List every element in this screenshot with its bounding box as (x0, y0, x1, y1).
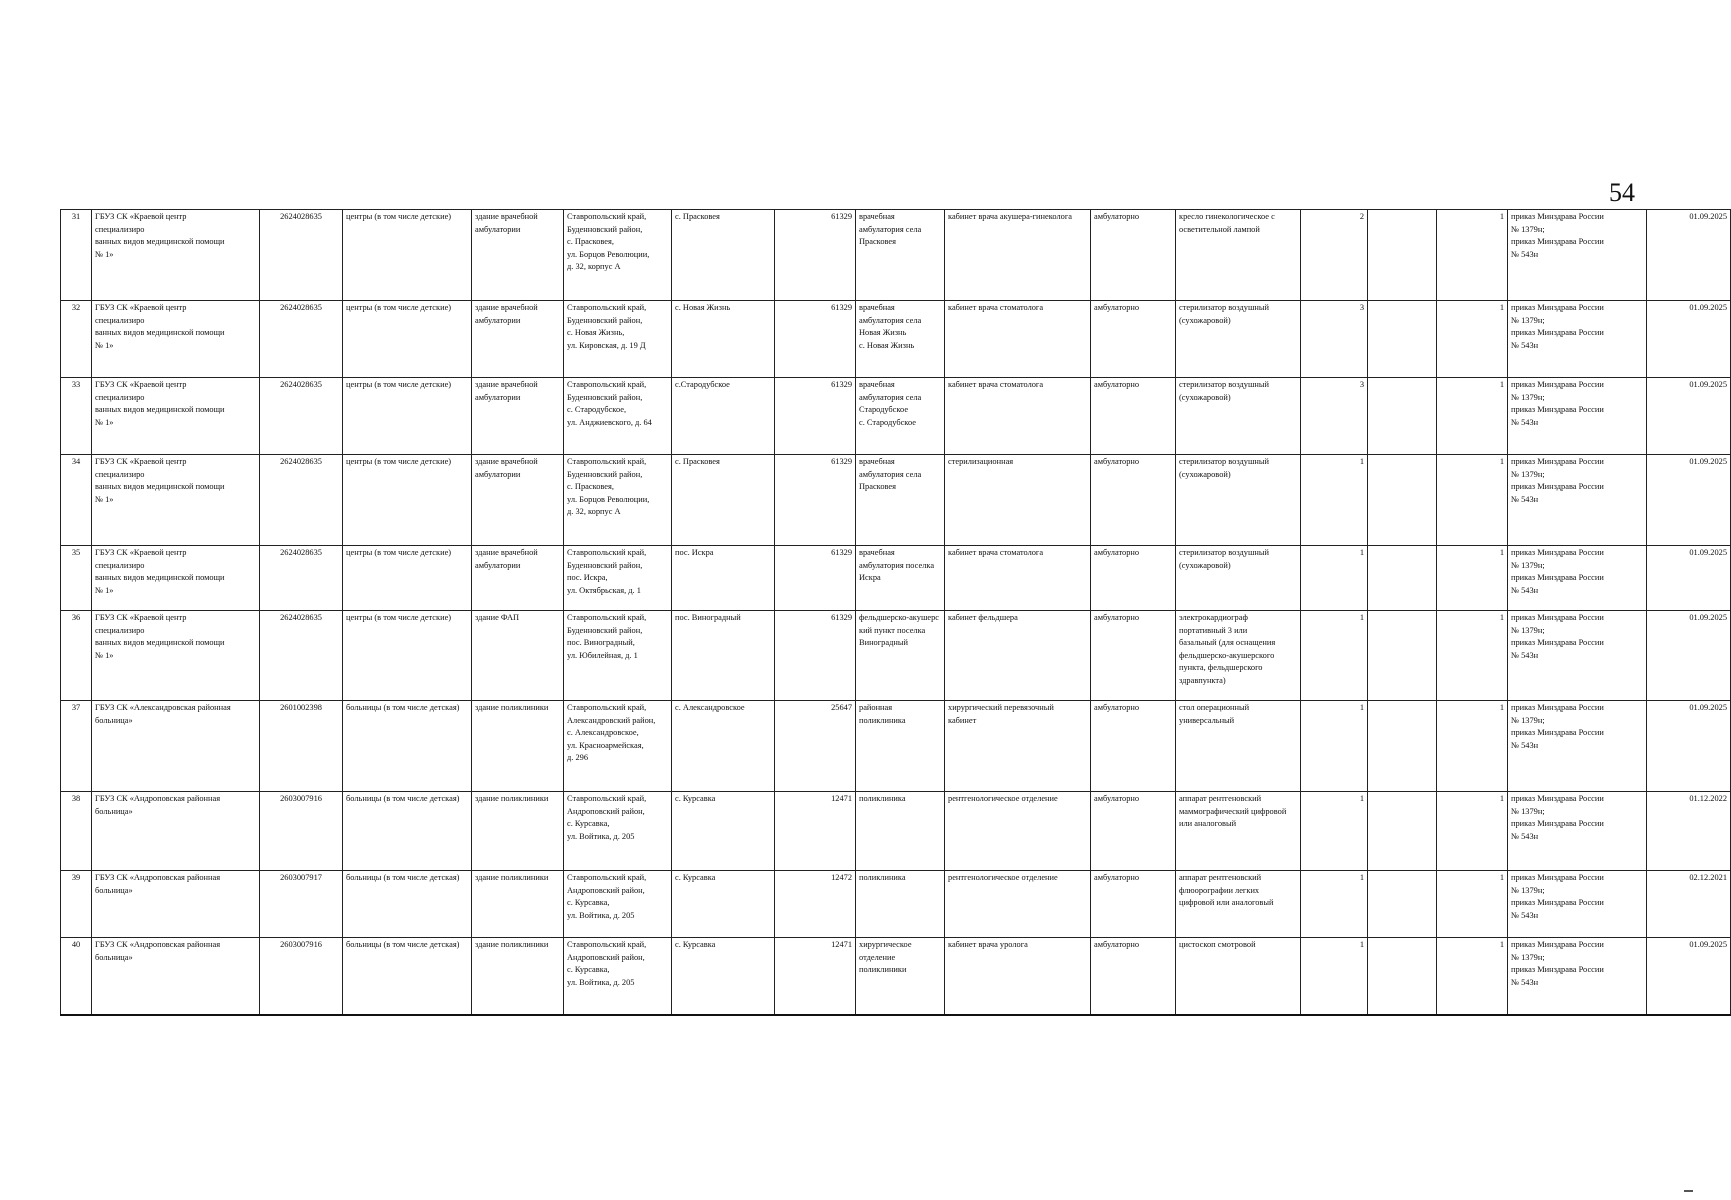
legal-basis-cell: приказ Минздрава России № 1379н; приказ Минздрава России № 543н (1508, 378, 1647, 455)
structural-unit-cell: врачебная амбулатория села Стародубское с. Стародубское (856, 378, 945, 455)
facility-type-cell: центры (в том числе детские) (343, 455, 472, 546)
date-cell: 01.09.2025 (1647, 301, 1731, 378)
settlement-cell: пос. Искра (672, 546, 775, 611)
structural-unit-cell: врачебная амбулатория села Прасковея (856, 455, 945, 546)
quantity-needed-cell: 1 (1437, 546, 1508, 611)
structural-unit-cell: врачебная амбулатория села Прасковея (856, 210, 945, 301)
building-cell: здание поликлиники (472, 938, 564, 1015)
empty-cell-cell (1368, 792, 1437, 871)
cabinet-cell: кабинет врача уролога (945, 938, 1091, 1015)
building-cell: здание врачебной амбулатории (472, 210, 564, 301)
date-cell: 01.09.2025 (1647, 546, 1731, 611)
legal-basis-cell: приказ Минздрава России № 1379н; приказ Минздрава России № 543н (1508, 792, 1647, 871)
equipment-name-cell: стерилизатор воздушный (сухожаровой) (1176, 301, 1301, 378)
row-number-cell: 37 (61, 701, 92, 792)
building-cell: здание врачебной амбулатории (472, 301, 564, 378)
equipment-name-cell: стерилизатор воздушный (сухожаровой) (1176, 378, 1301, 455)
quantity-cell: 1 (1301, 455, 1368, 546)
facility-type-cell: центры (в том числе детские) (343, 210, 472, 301)
empty-cell-cell (1368, 546, 1437, 611)
date-cell: 02.12.2021 (1647, 871, 1731, 938)
address-cell: Ставропольский край, Андроповский район, с. Курсавка, ул. Войтика, д. 205 (564, 871, 672, 938)
page-corner-mark (1684, 1190, 1693, 1192)
row-number-cell: 34 (61, 455, 92, 546)
date-cell: 01.09.2025 (1647, 378, 1731, 455)
oktmo-code-cell: 12471 (775, 792, 856, 871)
equipment-name-cell: электрокардиограф портативный 3 или базальный (для оснащения фельдшерско-акушерского пункта, фельдшерского здравпункта) (1176, 611, 1301, 701)
quantity-cell: 3 (1301, 301, 1368, 378)
facility-type-cell: центры (в том числе детские) (343, 611, 472, 701)
table-row (61, 938, 1731, 1015)
cabinet-cell: рентгенологическое отделение (945, 871, 1091, 938)
organization-name-cell: ГБУЗ СК «Краевой центр специализиро ванных видов медицинской помощи № 1» (92, 611, 260, 701)
legal-basis-cell: приказ Минздрава России № 1379н; приказ Минздрава России № 543н (1508, 455, 1647, 546)
cabinet-cell: рентгенологическое отделение (945, 792, 1091, 871)
settlement-cell: с. Курсавка (672, 938, 775, 1015)
inn-code-cell: 2603007916 (260, 938, 343, 1015)
legal-basis-cell: приказ Минздрава России № 1379н; приказ Минздрава России № 543н (1508, 701, 1647, 792)
building-cell: здание поликлиники (472, 701, 564, 792)
equipment-name-cell: стол операционный универсальный (1176, 701, 1301, 792)
care-mode-cell: амбулаторно (1091, 546, 1176, 611)
table-row (61, 701, 1731, 792)
date-cell: 01.09.2025 (1647, 210, 1731, 301)
empty-cell-cell (1368, 210, 1437, 301)
address-cell: Ставропольский край, Андроповский район, с. Курсавка, ул. Войтика, д. 205 (564, 938, 672, 1015)
organization-name-cell: ГБУЗ СК «Краевой центр специализиро ванных видов медицинской помощи № 1» (92, 455, 260, 546)
legal-basis-cell: приказ Минздрава России № 1379н; приказ Минздрава России № 543н (1508, 546, 1647, 611)
address-cell: Ставропольский край, Андроповский район, с. Курсавка, ул. Войтика, д. 205 (564, 792, 672, 871)
organization-name-cell: ГБУЗ СК «Андроповская районная больница» (92, 792, 260, 871)
building-cell: здание врачебной амбулатории (472, 546, 564, 611)
organization-name-cell: ГБУЗ СК «Александровская районная больница» (92, 701, 260, 792)
legal-basis-cell: приказ Минздрава России № 1379н; приказ Минздрава России № 543н (1508, 611, 1647, 701)
empty-cell-cell (1368, 301, 1437, 378)
empty-cell-cell (1368, 701, 1437, 792)
date-cell: 01.12.2022 (1647, 792, 1731, 871)
table-row (61, 546, 1731, 611)
settlement-cell: с. Курсавка (672, 792, 775, 871)
address-cell: Ставропольский край, Буденновский район, с. Прасковея, ул. Борцов Революции, д. 32, корпус А (564, 455, 672, 546)
cabinet-cell: хирургический перевязочный кабинет (945, 701, 1091, 792)
equipment-name-cell: аппарат рентгеновский маммографический цифровой или аналоговый (1176, 792, 1301, 871)
care-mode-cell: амбулаторно (1091, 938, 1176, 1015)
date-cell: 01.09.2025 (1647, 455, 1731, 546)
cabinet-cell: кабинет врача стоматолога (945, 546, 1091, 611)
equipment-name-cell: стерилизатор воздушный (сухожаровой) (1176, 546, 1301, 611)
quantity-cell: 1 (1301, 611, 1368, 701)
quantity-needed-cell: 1 (1437, 701, 1508, 792)
care-mode-cell: амбулаторно (1091, 701, 1176, 792)
inn-code-cell: 2624028635 (260, 210, 343, 301)
organization-name-cell: ГБУЗ СК «Андроповская районная больница» (92, 938, 260, 1015)
quantity-cell: 1 (1301, 938, 1368, 1015)
oktmo-code-cell: 61329 (775, 611, 856, 701)
table-row (61, 378, 1731, 455)
structural-unit-cell: фельдшерско-акушерс кий пункт поселка Виноградный (856, 611, 945, 701)
inn-code-cell: 2601002398 (260, 701, 343, 792)
organization-name-cell: ГБУЗ СК «Краевой центр специализиро ванных видов медицинской помощи № 1» (92, 301, 260, 378)
settlement-cell: пос. Виноградный (672, 611, 775, 701)
row-number-cell: 35 (61, 546, 92, 611)
building-cell: здание поликлиники (472, 871, 564, 938)
table-row (61, 792, 1731, 871)
table-row (61, 871, 1731, 938)
care-mode-cell: амбулаторно (1091, 455, 1176, 546)
empty-cell-cell (1368, 611, 1437, 701)
empty-cell-cell (1368, 455, 1437, 546)
oktmo-code-cell: 12471 (775, 938, 856, 1015)
inn-code-cell: 2603007917 (260, 871, 343, 938)
inn-code-cell: 2624028635 (260, 546, 343, 611)
date-cell: 01.09.2025 (1647, 701, 1731, 792)
care-mode-cell: амбулаторно (1091, 210, 1176, 301)
facility-type-cell: центры (в том числе детские) (343, 378, 472, 455)
building-cell: здание поликлиники (472, 792, 564, 871)
care-mode-cell: амбулаторно (1091, 301, 1176, 378)
cabinet-cell: кабинет врача стоматолога (945, 378, 1091, 455)
quantity-needed-cell: 1 (1437, 611, 1508, 701)
cabinet-cell: кабинет врача акушера-гинеколога (945, 210, 1091, 301)
equipment-table (60, 209, 1731, 1016)
quantity-cell: 2 (1301, 210, 1368, 301)
facility-type-cell: центры (в том числе детские) (343, 546, 472, 611)
equipment-name-cell: стерилизатор воздушный (сухожаровой) (1176, 455, 1301, 546)
inn-code-cell: 2624028635 (260, 455, 343, 546)
structural-unit-cell: районная поликлиника (856, 701, 945, 792)
quantity-needed-cell: 1 (1437, 938, 1508, 1015)
row-number-cell: 32 (61, 301, 92, 378)
cabinet-cell: стерилизационная (945, 455, 1091, 546)
empty-cell-cell (1368, 871, 1437, 938)
page-number: 54 (1609, 178, 1635, 207)
quantity-cell: 1 (1301, 792, 1368, 871)
oktmo-code-cell: 61329 (775, 210, 856, 301)
legal-basis-cell: приказ Минздрава России № 1379н; приказ Минздрава России № 543н (1508, 938, 1647, 1015)
quantity-cell: 1 (1301, 701, 1368, 792)
quantity-needed-cell: 1 (1437, 792, 1508, 871)
facility-type-cell: больницы (в том числе детская) (343, 938, 472, 1015)
oktmo-code-cell: 61329 (775, 455, 856, 546)
facility-type-cell: больницы (в том числе детская) (343, 792, 472, 871)
oktmo-code-cell: 61329 (775, 546, 856, 611)
organization-name-cell: ГБУЗ СК «Андроповская районная больница» (92, 871, 260, 938)
row-number-cell: 40 (61, 938, 92, 1015)
table-row (61, 455, 1731, 546)
address-cell: Ставропольский край, Буденновский район, с. Стародубское, ул. Анджиевского, д. 64 (564, 378, 672, 455)
care-mode-cell: амбулаторно (1091, 611, 1176, 701)
care-mode-cell: амбулаторно (1091, 378, 1176, 455)
facility-type-cell: больницы (в том числе детская) (343, 871, 472, 938)
oktmo-code-cell: 12472 (775, 871, 856, 938)
row-number-cell: 36 (61, 611, 92, 701)
settlement-cell: с. Курсавка (672, 871, 775, 938)
organization-name-cell: ГБУЗ СК «Краевой центр специализиро ванных видов медицинской помощи № 1» (92, 546, 260, 611)
structural-unit-cell: поликлиника (856, 871, 945, 938)
address-cell: Ставропольский край, Буденновский район, пос. Искра, ул. Октябрьская, д. 1 (564, 546, 672, 611)
quantity-cell: 1 (1301, 546, 1368, 611)
quantity-needed-cell: 1 (1437, 301, 1508, 378)
legal-basis-cell: приказ Минздрава России № 1379н; приказ Минздрава России № 543н (1508, 210, 1647, 301)
address-cell: Ставропольский край, Буденновский район, с. Прасковея, ул. Борцов Революции, д. 32, корпус А (564, 210, 672, 301)
inn-code-cell: 2603007916 (260, 792, 343, 871)
inn-code-cell: 2624028635 (260, 378, 343, 455)
settlement-cell: с.Стародубское (672, 378, 775, 455)
building-cell: здание ФАП (472, 611, 564, 701)
date-cell: 01.09.2025 (1647, 938, 1731, 1015)
settlement-cell: с. Новая Жизнь (672, 301, 775, 378)
structural-unit-cell: врачебная амбулатория поселка Искра (856, 546, 945, 611)
quantity-cell: 1 (1301, 871, 1368, 938)
date-cell: 01.09.2025 (1647, 611, 1731, 701)
table-row (61, 210, 1731, 301)
address-cell: Ставропольский край, Буденновский район, с. Новая Жизнь, ул. Кировская, д. 19 Д (564, 301, 672, 378)
quantity-needed-cell: 1 (1437, 210, 1508, 301)
empty-cell-cell (1368, 378, 1437, 455)
row-number-cell: 31 (61, 210, 92, 301)
table-row (61, 611, 1731, 701)
quantity-needed-cell: 1 (1437, 871, 1508, 938)
care-mode-cell: амбулаторно (1091, 871, 1176, 938)
legal-basis-cell: приказ Минздрава России № 1379н; приказ Минздрава России № 543н (1508, 871, 1647, 938)
empty-cell-cell (1368, 938, 1437, 1015)
inn-code-cell: 2624028635 (260, 611, 343, 701)
building-cell: здание врачебной амбулатории (472, 455, 564, 546)
settlement-cell: с. Прасковея (672, 455, 775, 546)
settlement-cell: с. Прасковея (672, 210, 775, 301)
oktmo-code-cell: 25647 (775, 701, 856, 792)
facility-type-cell: больницы (в том числе детская) (343, 701, 472, 792)
organization-name-cell: ГБУЗ СК «Краевой центр специализиро ванных видов медицинской помощи № 1» (92, 210, 260, 301)
cabinet-cell: кабинет фельдшера (945, 611, 1091, 701)
equipment-name-cell: кресло гинекологическое с осветительной лампой (1176, 210, 1301, 301)
oktmo-code-cell: 61329 (775, 301, 856, 378)
legal-basis-cell: приказ Минздрава России № 1379н; приказ Минздрава России № 543н (1508, 301, 1647, 378)
building-cell: здание врачебной амбулатории (472, 378, 564, 455)
equipment-name-cell: цистоскоп смотровой (1176, 938, 1301, 1015)
quantity-needed-cell: 1 (1437, 378, 1508, 455)
organization-name-cell: ГБУЗ СК «Краевой центр специализиро ванных видов медицинской помощи № 1» (92, 378, 260, 455)
row-number-cell: 38 (61, 792, 92, 871)
structural-unit-cell: хирургическое отделение поликлиники (856, 938, 945, 1015)
settlement-cell: с. Александровское (672, 701, 775, 792)
quantity-needed-cell: 1 (1437, 455, 1508, 546)
care-mode-cell: амбулаторно (1091, 792, 1176, 871)
equipment-name-cell: аппарат рентгеновский флюорографии легких цифровой или аналоговый (1176, 871, 1301, 938)
address-cell: Ставропольский край, Александровский район, с. Александровское, ул. Красноармейская, д. 296 (564, 701, 672, 792)
cabinet-cell: кабинет врача стоматолога (945, 301, 1091, 378)
facility-type-cell: центры (в том числе детские) (343, 301, 472, 378)
inn-code-cell: 2624028635 (260, 301, 343, 378)
structural-unit-cell: врачебная амбулатория села Новая Жизнь с. Новая Жизнь (856, 301, 945, 378)
address-cell: Ставропольский край, Буденновский район, пос. Виноградный, ул. Юбилейная, д. 1 (564, 611, 672, 701)
row-number-cell: 39 (61, 871, 92, 938)
row-number-cell: 33 (61, 378, 92, 455)
oktmo-code-cell: 61329 (775, 378, 856, 455)
structural-unit-cell: поликлиника (856, 792, 945, 871)
quantity-cell: 3 (1301, 378, 1368, 455)
table-row (61, 301, 1731, 378)
